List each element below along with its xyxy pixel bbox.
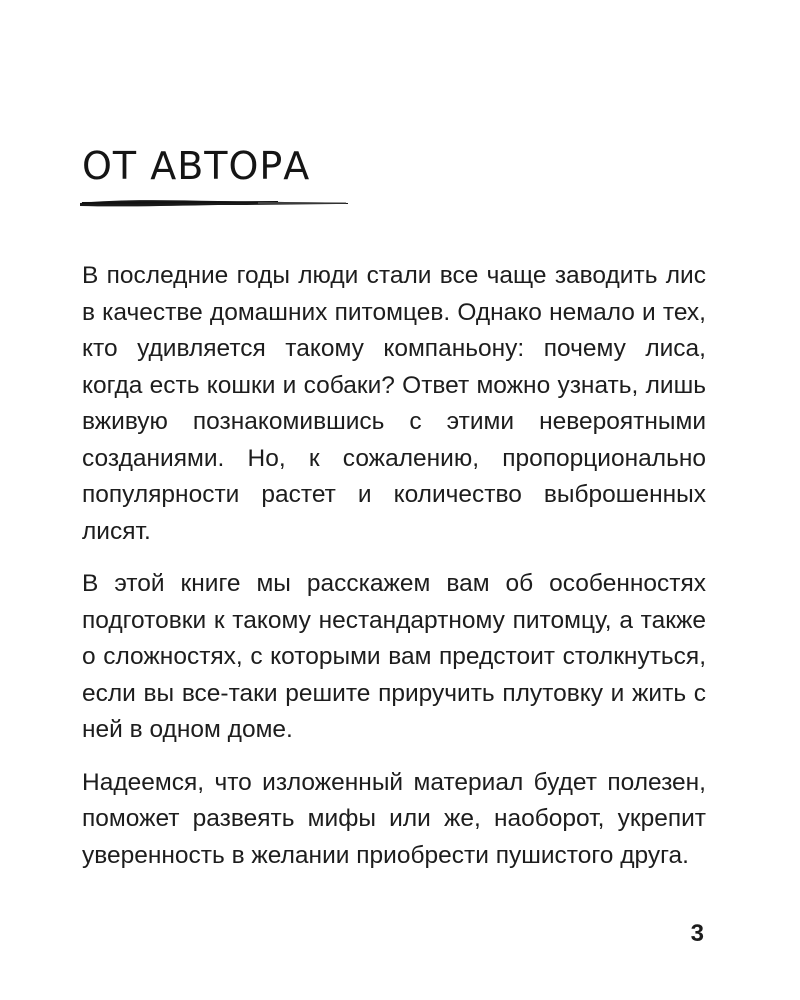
brush-stroke-underline bbox=[78, 196, 350, 210]
paragraph-2: В этой книге мы расскажем вам об особенностях подготовки к такому нестандартному питомцу, а также о сложностях, с которыми вам предстоит столкнуться, если вы все-таки решите приручить плутовку и жить с ней в одном доме. bbox=[82, 570, 706, 743]
paragraph-1: В последние годы люди стали все чаще заводить лис в качестве домашних питомцев. Однако немало и тех, кто удивляется такому компаньону: почему лиса, когда есть кошки и собаки? Ответ можно узнать, лишь вживую познакомившись с этими невероятными созданиями. Но, к сожалению, пропорционально популярности растет и количество выброшенных лисят. bbox=[82, 262, 706, 545]
paragraph-3: Надеемся, что изложенный материал будет полезен, поможет развеять мифы или же, наоборот, укрепит уверенность в желании приобрести пушистого друга. bbox=[82, 768, 706, 869]
text-body bbox=[82, 258, 706, 890]
page-title: ОТ АВТОРА bbox=[82, 144, 311, 188]
page-number: 3 bbox=[690, 920, 704, 947]
